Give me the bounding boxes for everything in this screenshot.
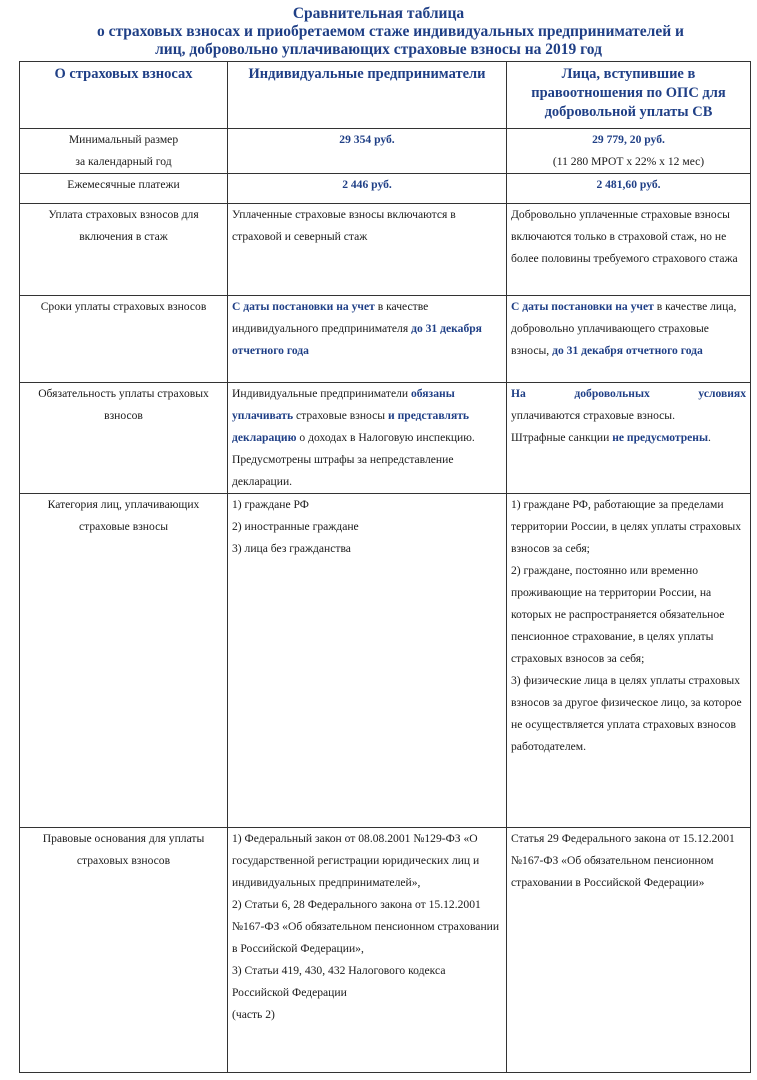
title-line-3: лиц, добровольно уплачивающих страховые взносы на 2019 год: [155, 41, 602, 58]
label-category: Категория лиц, уплачивающих страховые взносы: [20, 494, 228, 828]
header-voluntary-payers: Лица, вступившие в правоотношения по ОПС для добровольной уплаты СВ: [507, 62, 751, 129]
title-line-2: о страховых взносах и приобретаемом стаже индивидуальных предпринимателей и: [97, 23, 684, 40]
vol-category-item: 2) граждане, постоянно или временно проживающие на территории России, на которых не распространяется обязательное пенсионное страхование, в целях уплаты страховых взносов за себя;: [511, 564, 725, 665]
label-monthly-payments: Ежемесячные платежи: [20, 174, 228, 204]
label-legal-basis: Правовые основания для уплаты страховых взносов: [20, 828, 228, 1073]
row-legal-basis: [20, 828, 751, 1073]
row-category: [20, 494, 751, 828]
header-about-contributions: О страховых взносах: [20, 62, 228, 129]
vol-legal-basis: Статья 29 Федерального закона от 15.12.2001 №167-ФЗ «Об обязательном пенсионном страховании в Российской Федерации»: [507, 828, 751, 1073]
label-obligation: Обязательность уплаты страховых взносов: [20, 383, 228, 494]
comparison-table: [19, 61, 751, 1073]
label-seniority: Уплата страховых взносов для включения в стаж: [20, 204, 228, 296]
header-individual-entrepreneurs: Индивидуальные предприниматели: [228, 62, 507, 129]
vol-monthly-payments: 2 481,60 руб.: [507, 174, 751, 204]
row-monthly-payments: [20, 174, 751, 204]
vol-minimum-size: 29 779, 20 руб. (11 280 МРОТ х 22% х 12 мес): [507, 129, 751, 174]
vol-category: [507, 494, 751, 828]
ip-monthly-payments: 2 446 руб.: [228, 174, 507, 204]
vol-category-item: 1) граждане РФ, работающие за пределами территории России, в целях уплаты страховых взносов за себя;: [511, 498, 742, 555]
vol-payment-terms: С даты постановки на учет в качестве лица, добровольно уплачивающего страховые взносы, до 31 декабря отчетного года: [507, 296, 751, 383]
ip-seniority: Уплаченные страховые взносы включаются в страховой и северный стаж: [228, 204, 507, 296]
title-line-1: Сравнительная таблица: [292, 5, 465, 22]
vol-seniority: Добровольно уплаченные страховые взносы включаются только в страховой стаж, но не более половины требуемого страхового стажа: [507, 204, 751, 296]
ip-obligation: Индивидуальные предприниматели обязаны уплачивать страховые взносы и представлять декларацию о доходах в Налоговую инспекцию. Предусмотрены штрафы за непредставление декларации.: [228, 383, 507, 494]
vol-obligation: На добровольных условиях уплачиваются страховые взносы. Штрафные санкции не предусмотрены.: [507, 383, 751, 494]
ip-payment-terms: С даты постановки на учет в качестве индивидуального предпринимателя до 31 декабря отчетного года: [228, 296, 507, 383]
row-minimum-size: [20, 129, 751, 174]
row-seniority: [20, 204, 751, 296]
ip-legal-basis: 1) Федеральный закон от 08.08.2001 №129-ФЗ «О государственной регистрации юридических лиц и индивидуальных предпринимателей», 2) Статьи 6, 28 Федерального закона от 15.12.2001 №167-ФЗ «Об обязательном пенсионном страховании в Российской Федерации», 3) Статьи 419, 430, 432 Налогового кодекса Российской Федерации (часть 2): [228, 828, 507, 1073]
vol-category-item: 3) физические лица в целях уплаты страховых взносов за другое физическое лицо, за которое не осуществляется уплата страховых взносов работодателем.: [511, 674, 742, 753]
ip-category-item: 2) иностранные граждане: [232, 520, 359, 533]
ip-category-item: 1) граждане РФ: [232, 498, 309, 511]
header-row: [20, 62, 751, 129]
label-payment-terms: Сроки уплаты страховых взносов: [20, 296, 228, 383]
ip-minimum-size: 29 354 руб.: [228, 129, 507, 174]
ip-category-item: 3) лица без гражданства: [232, 542, 351, 555]
row-payment-terms: [20, 296, 751, 383]
row-obligation: [20, 383, 751, 494]
label-minimum-size: Минимальный размер за календарный год: [20, 129, 228, 174]
ip-category: [228, 494, 507, 828]
document-title: [0, 0, 757, 59]
